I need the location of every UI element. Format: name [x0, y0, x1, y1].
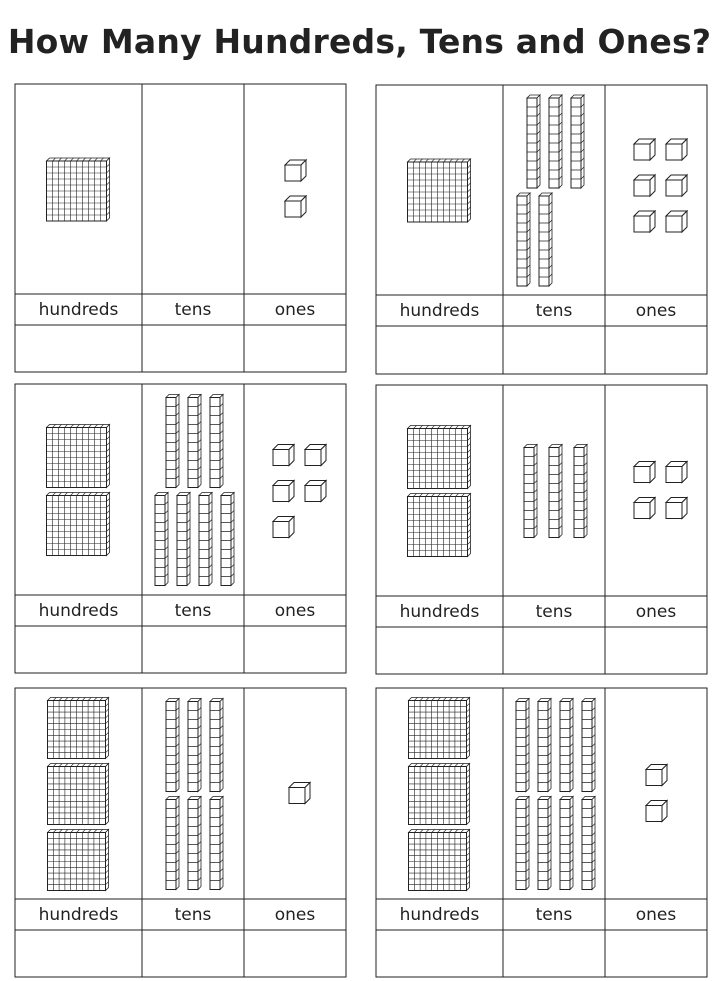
hundreds-answer-box[interactable] — [16, 627, 141, 672]
ten-rod-block — [582, 699, 595, 792]
ten-rod-block — [524, 445, 537, 538]
hundreds-answer-box[interactable] — [16, 931, 141, 976]
ones-column-label: ones — [274, 300, 316, 320]
ten-rod-block — [188, 395, 201, 488]
one-cube-block — [646, 801, 667, 822]
one-cube-block — [646, 765, 667, 786]
one-cube-block — [289, 783, 310, 804]
ten-rod-block — [549, 445, 562, 538]
ones-column-label: ones — [274, 905, 316, 925]
tens-column-label: tens — [535, 602, 573, 622]
ten-rod-block — [560, 699, 573, 792]
ones-column-label: ones — [635, 301, 677, 321]
ones-column-label: ones — [635, 905, 677, 925]
ten-rod-block — [155, 493, 168, 586]
ten-rod-block — [177, 493, 190, 586]
one-cube-block — [273, 517, 294, 538]
one-cube-block — [285, 196, 306, 217]
hundred-flat-block — [47, 158, 110, 221]
tens-answer-box[interactable] — [143, 627, 243, 672]
hundred-flat-block — [48, 830, 109, 891]
one-cube-block — [634, 462, 655, 483]
one-cube-block — [666, 211, 687, 232]
hundreds-answer-box[interactable] — [377, 327, 502, 373]
one-cube-block — [634, 498, 655, 519]
ten-rod-block — [538, 699, 551, 792]
ten-rod-block — [517, 193, 530, 286]
ten-rod-block — [188, 699, 201, 792]
hundred-flat-block — [409, 698, 470, 759]
ones-column-label: ones — [274, 601, 316, 621]
ten-rod-block — [574, 445, 587, 538]
one-cube-block — [305, 481, 326, 502]
tens-answer-box[interactable] — [504, 931, 604, 976]
ten-rod-block — [527, 95, 540, 188]
tens-answer-box[interactable] — [504, 628, 604, 673]
hundreds-column-label: hundreds — [399, 905, 480, 925]
one-cube-block — [634, 175, 655, 196]
hundreds-column-label: hundreds — [38, 905, 119, 925]
ten-rod-block — [582, 797, 595, 890]
ten-rod-block — [188, 797, 201, 890]
tens-answer-box[interactable] — [143, 326, 243, 371]
hundred-flat-block — [47, 493, 110, 556]
ten-rod-block — [516, 699, 529, 792]
tens-column-label: tens — [174, 905, 212, 925]
hundred-flat-block — [48, 698, 109, 759]
one-cube-block — [634, 211, 655, 232]
ten-rod-block — [549, 95, 562, 188]
ones-column-label: ones — [635, 602, 677, 622]
page-title: How Many Hundreds, Tens and Ones? — [7, 22, 712, 61]
ten-rod-block — [538, 797, 551, 890]
one-cube-block — [634, 139, 655, 160]
one-cube-block — [273, 481, 294, 502]
ones-answer-box[interactable] — [606, 327, 706, 373]
tens-column-label: tens — [174, 601, 212, 621]
ten-rod-block — [166, 395, 179, 488]
ten-rod-block — [539, 193, 552, 286]
hundred-flat-block — [408, 494, 471, 557]
ones-answer-box[interactable] — [245, 627, 345, 672]
ten-rod-block — [166, 699, 179, 792]
hundred-flat-block — [409, 830, 470, 891]
tens-answer-box[interactable] — [143, 931, 243, 976]
ten-rod-block — [199, 493, 212, 586]
ten-rod-block — [516, 797, 529, 890]
tens-column-label: tens — [174, 300, 212, 320]
hundred-flat-block — [47, 425, 110, 488]
hundreds-answer-box[interactable] — [377, 628, 502, 673]
ones-answer-box[interactable] — [245, 931, 345, 976]
hundred-flat-block — [408, 426, 471, 489]
hundred-flat-block — [48, 764, 109, 825]
hundreds-column-label: hundreds — [399, 602, 480, 622]
hundreds-answer-box[interactable] — [16, 326, 141, 371]
one-cube-block — [666, 498, 687, 519]
ten-rod-block — [210, 797, 223, 890]
one-cube-block — [273, 445, 294, 466]
hundreds-answer-box[interactable] — [377, 931, 502, 976]
hundred-flat-block — [409, 764, 470, 825]
hundreds-column-label: hundreds — [38, 300, 119, 320]
hundreds-column-label: hundreds — [38, 601, 119, 621]
hundreds-column-label: hundreds — [399, 301, 480, 321]
ten-rod-block — [210, 395, 223, 488]
one-cube-block — [666, 175, 687, 196]
hundred-flat-block — [408, 159, 471, 222]
ones-answer-box[interactable] — [606, 628, 706, 673]
ones-answer-box[interactable] — [606, 931, 706, 976]
one-cube-block — [285, 160, 306, 181]
ten-rod-block — [166, 797, 179, 890]
tens-answer-box[interactable] — [504, 327, 604, 373]
tens-column-label: tens — [535, 301, 573, 321]
ten-rod-block — [571, 95, 584, 188]
ten-rod-block — [560, 797, 573, 890]
ten-rod-block — [221, 493, 234, 586]
one-cube-block — [305, 445, 326, 466]
ten-rod-block — [210, 699, 223, 792]
one-cube-block — [666, 462, 687, 483]
one-cube-block — [666, 139, 687, 160]
tens-column-label: tens — [535, 905, 573, 925]
ones-answer-box[interactable] — [245, 326, 345, 371]
